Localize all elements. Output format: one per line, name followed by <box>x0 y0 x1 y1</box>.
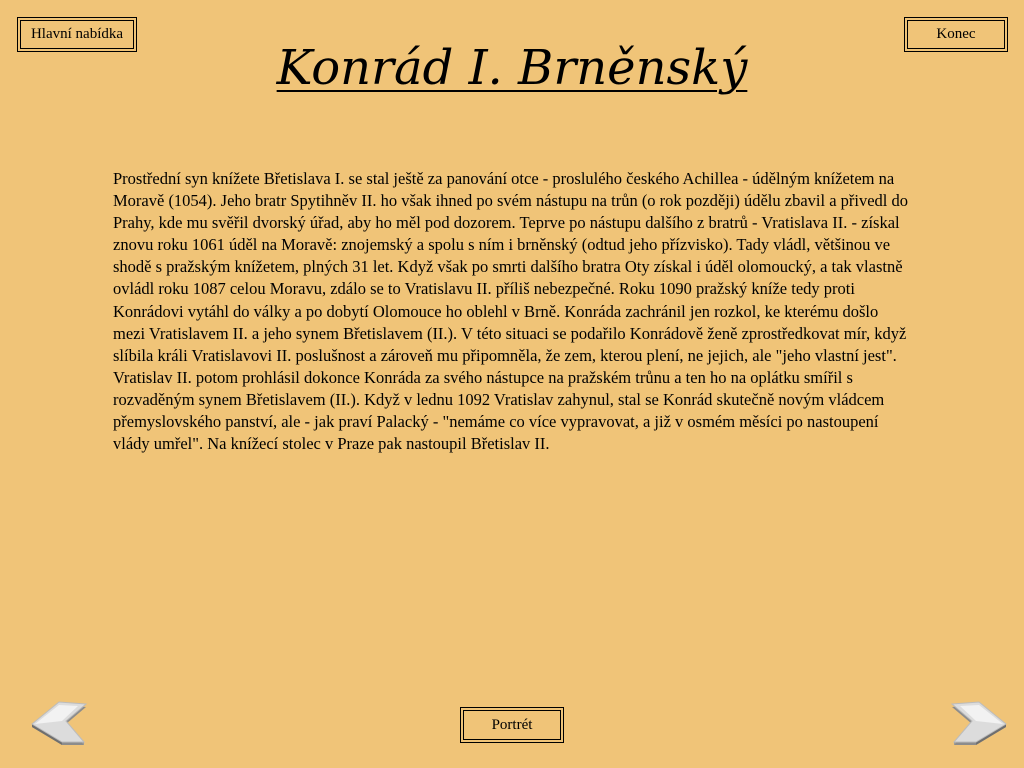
previous-slide-button[interactable] <box>26 696 92 750</box>
main-menu-button[interactable]: Hlavní nabídka <box>17 17 137 52</box>
portrait-button[interactable]: Portrét <box>460 707 564 743</box>
chevron-left-icon <box>26 696 92 750</box>
page-title: Konrád I. Brněnský <box>276 40 748 96</box>
end-button[interactable]: Konec <box>904 17 1008 52</box>
chevron-right-icon <box>946 696 1012 750</box>
next-slide-button[interactable] <box>946 696 1012 750</box>
article-text: Prostřední syn knížete Břetislava I. se stal ještě za panování otce - proslulého českého Achillea - údělným knížetem na Moravě (1054). Jeho bratr Spytihněv II. ho však ihned po svém nástupu na trůn (o rok později) údělu zbavil a přivedl do Prahy, kde mu svěřil dvorský úřad, aby ho měl pod dozorem. Teprve po nástupu dalšího z bratrů - Vratislava II. - získal znovu roku 1061 úděl na Moravě: znojemský a spolu s ním i brněnský (odtud jeho přízvisko). Tady vládl, většinou ve shodě s pražským knížetem, plných 31 let. Když však po smrti dalšího bratra Oty získal i úděl olomoucký, a tak vlastně ovládl roku 1087 celou Moravu, zdálo se to Vratislavu II. příliš nebezpečné. Roku 1090 pražský kníže tedy proti Konrádovi vytáhl do války a po dobytí Olomouce ho oblehl v Brně. Konráda zachránil jen rozkol, ke kterému došlo mezi Vratislavem II. a jeho synem Břetislavem (II.). V této situaci se podařilo Konrádově ženě zprostředkovat mír, když slíbila králi Vratislavovi II. poslušnost a zároveň mu připomněla, že zem, kterou plení, ne jejich, ale "jeho vlastní jest". Vratislav II. potom prohlásil dokonce Konráda za svého nástupce na pražském trůnu a ten ho na oplátku smířil s rozvaděným synem Břetislavem (II.). Když v lednu 1092 Vratislav zahynul, stal se Konrád skutečně novým vládcem přemyslovského panství, ale - jak praví Palacký - "nemáme co více vypravovat, a již v osmém měsíci po nastoupení vlády umřel". Na knížecí stolec v Praze pak nastoupil Břetislav II. <box>113 169 909 454</box>
